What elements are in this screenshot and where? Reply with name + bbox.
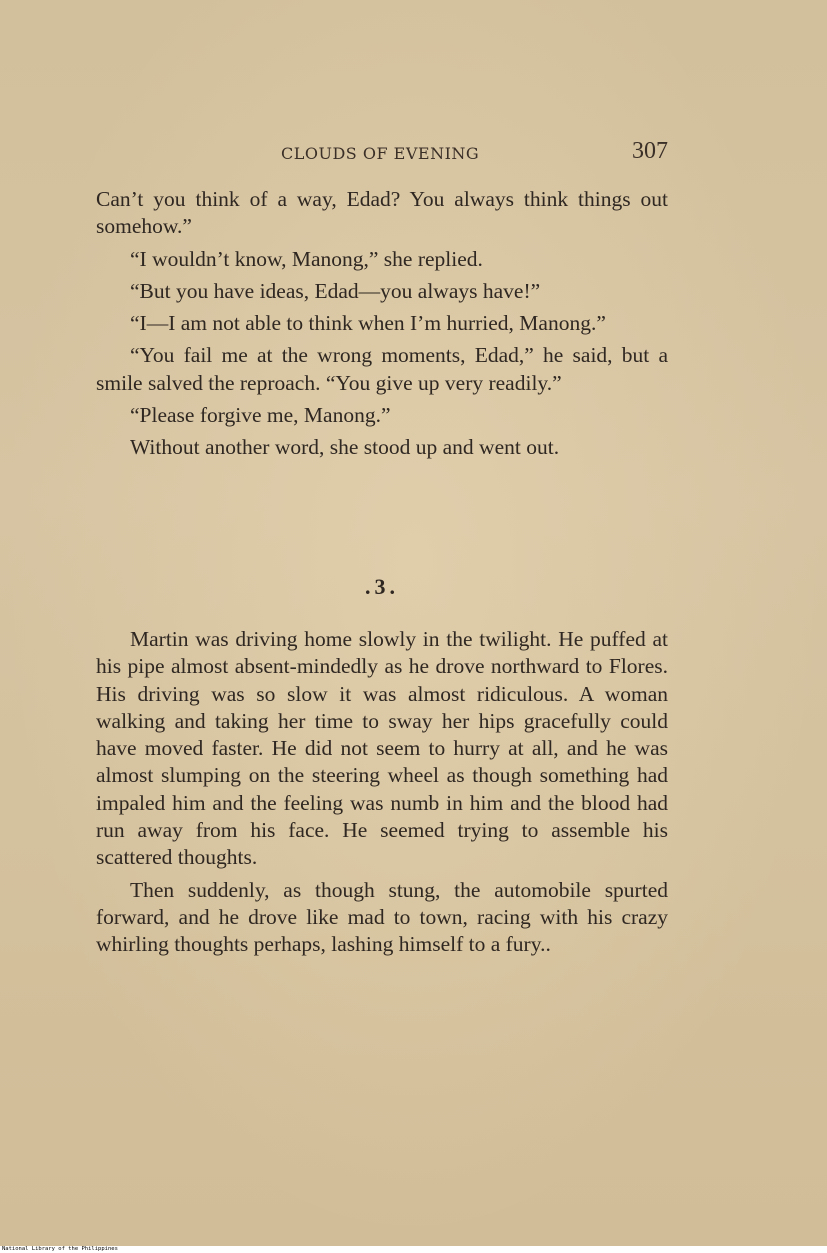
library-credit: National Library of the Philippines [2,1246,118,1252]
paragraph: “I wouldn’t know, Manong,” she replied. [130,246,483,271]
paragraph: “But you have ideas, Edad—you always have!” [130,278,541,303]
paragraph: Martin was driving home slowly in the twilight. He puffed at his pipe almost absent-mindedly as he drove northward to Flores. His driving was so slow it was almost ridiculous. A woman walking and taking her time to sway her hips gracefully could have moved faster. He did not seem to hurry at all, and he was almost slumping on the steering wheel as though something had impaled him and the feeling was numb in him and the blood had run away from his face. He seemed trying to assemble his scattered thoughts. [96,627,668,870]
paragraph: “I—I am not able to think when I’m hurried, Manong.” [130,311,606,336]
footer-strip [0,1246,827,1253]
running-title: CLOUDS OF EVENING [281,144,480,163]
paragraph: “You fail me at the wrong moments, Edad,” he said, but a smile salved the reproach. “You give up very readily.” [96,343,668,395]
paragraph: Then suddenly, as though stung, the automobile spurted forward, and he drove like mad to town, racing with his crazy whirling thoughts perhaps, lashing himself to a fury.. [96,877,668,957]
paragraph: “Please forgive me, Manong.” [130,403,391,428]
paragraph: Can’t you think of a way, Edad? You always think things out somehow.” [96,187,668,239]
section-marker: .3. [365,574,399,599]
text-block-before-break [96,186,668,467]
paragraph: Without another word, she stood up and went out. [130,435,560,460]
page-number: 307 [632,138,668,164]
text-block-after-break [96,626,668,964]
page-header [96,138,668,170]
